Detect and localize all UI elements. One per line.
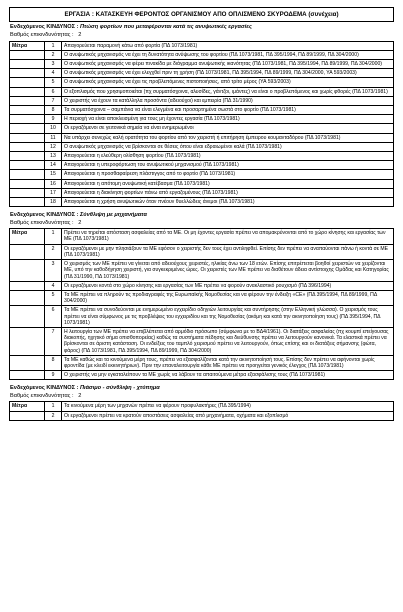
measure-number: 2 [45,50,62,59]
measure-number: 7 [45,327,62,355]
table-row [10,115,394,124]
hazard-name: Πτώση φορτίων που μεταφέρονται κατά τις ανυψωτικές εργασίες [80,24,252,31]
measure-number: 6 [45,87,62,96]
risk-level-line [10,220,393,228]
measure-text: Να υπάρχει συνεχώς καλή ορατότητα του φορτίου από τον χειριστή ή επιτήρηση έμπειρου κουμανταδόρου (ΠΔ 1073/1981) [62,133,394,142]
hazard-prefix: Ενδεχόμενος ΚΙΝΔΥΝΟΣ : [10,385,79,392]
measure-text: Απαγορεύεται η απότομη ανυψωτική κατέβασμα (ΠΔ 1073/1981) [62,179,394,188]
hazard-header [9,210,394,228]
measure-text: Ο ανυψωτικός μηχανισμός να έχει τις προβλεπόμενες πιστοποιήσεις, από τρίτο μέρος (ΥΑ 593/2003) [62,78,394,87]
hazard-prefix: Ενδεχόμενος ΚΙΝΔΥΝΟΣ : [10,24,79,31]
measure-number: 17 [45,188,62,197]
measure-number: 4 [45,69,62,78]
table-row [10,402,394,411]
measure-text: Απαγορεύεται η υπεροφόρτωση του ανυψωτικού μηχανισμού (ΠΔ 1073/1981) [62,161,394,170]
table-row [10,124,394,133]
table-row [10,179,394,188]
measures-label-cell [10,188,45,197]
measure-text: Ο ανυψωτικός μηχανισμός να φέρει πινακίδα με διάγραμμα ανυψωτικής ικανότητας (ΠΔ 1073/1981, ΠΔ 395/1994, ΠΔ 89/1999, ΠΔ 304/2000) [62,59,394,68]
risk-level-label: Βαθμός επικινδυνότητας : [10,392,74,399]
measures-table [9,41,394,208]
measure-text: Ο χειρισμός των ΜΕ πρέπει να γίνεται από αδειούχους χειριστές, ηλικίας άνω των 18 ετών. Επίσης επιτρέπεται βοηθοί χειριστών να χειρίζονται ΜΕ, υπό την καθοδήγηση χειριστή, για συγκεκριμένες ώρες. Οι χειριστές των ΜΕ πρέπει να διαθέτουν άδεια αντίστοιχης Ομάδας και Κατηγορίας (ΠΔ 31/1990, ΠΔ 1073/1981) [62,260,394,282]
risk-level-value: 2 [78,392,82,399]
hazard-section [9,383,394,421]
measures-label: Μέτρα [10,41,45,50]
risk-level-line [10,393,393,401]
document-page [9,7,394,421]
measure-number: 2 [45,411,62,420]
table-row [10,188,394,197]
measure-number: 1 [45,229,62,244]
risk-level-label: Βαθμός επικινδυνότητας : [10,31,74,38]
measure-text: Οι εργαζόμενοι πρέπει να κρατούν αποστάσεις ασφαλείας από μηχανήματα, οχήματα και εξοπλισμό [62,411,394,420]
table-row [10,229,394,244]
measures-label-cell [10,96,45,105]
hazard-prefix: Ενδεχόμενος ΚΙΝΔΥΝΟΣ : [10,212,79,219]
measure-number: 8 [45,105,62,114]
measures-label-cell [10,59,45,68]
measure-text: Ο ανυψωτικός μηχανισμός να έχει τη δυνατότητα ανύψωσης του φορτίου (ΠΔ 1073/1981, ΠΔ 395/1994, ΠΔ 89/1999, ΠΔ 304/2000) [62,50,394,59]
measure-number: 11 [45,133,62,142]
hazard-section [9,210,394,380]
table-row [10,133,394,142]
measure-number: 3 [45,59,62,68]
measure-text: Οι εργαζόμενοι σε γειτονικά σημεία να είναι ενημερωμένοι [62,124,394,133]
table-row [10,50,394,59]
hazard-name: Πιάσιμο - σύνθλιψη - χτύπημα [80,385,160,392]
table-row [10,197,394,206]
measure-number: 14 [45,161,62,170]
hazard-line [10,212,393,220]
measures-label-cell [10,50,45,59]
measures-label-cell [10,115,45,124]
measures-label-cell [10,170,45,179]
table-row [10,78,394,87]
measures-label-cell [10,371,45,380]
risk-level-line [10,32,393,40]
table-row [10,96,394,105]
hazard-line [10,385,393,393]
table-row [10,142,394,151]
measure-text: Ο ανυψωτικός μηχανισμός να βρίσκονται σε θέσεις όπου είναι εδραιωμένοι καλά (ΠΔ 1073/1981) [62,142,394,151]
hazard-sections [9,22,394,420]
measures-label-cell [10,197,45,206]
table-row [10,371,394,380]
measures-label-cell [10,124,45,133]
measure-text: Τα συρματόσχοινα – σαμπάνια να είναι ελεγμένα και προσαρτημένα σωστά στο φορτίο (ΠΔ 1073/1981) [62,105,394,114]
measure-text: Ο ανυψωτικός μηχανισμός να έχει ελεγχθεί πριν τη χρήση (ΠΔ 1073/1981, ΠΔ 395/1994, ΠΔ 89/1999, ΠΔ 304/2000, ΥΑ 593/2003) [62,69,394,78]
table-row [10,355,394,370]
measures-label-cell [10,290,45,305]
measure-number: 18 [45,197,62,206]
measures-label-cell [10,142,45,151]
measures-table [9,228,394,380]
table-row [10,411,394,420]
measures-label: Μέτρα [10,229,45,244]
table-row [10,260,394,282]
measures-label-cell [10,306,45,328]
table-row [10,306,394,328]
measure-text: Τα κινούμενα μέρη των μηχανών πρέπει να φέρουν προφυλακτήρες (ΠΔ 395/1994) [62,402,394,411]
measure-number: 3 [45,260,62,282]
measure-number: 1 [45,41,62,50]
measures-table [9,401,394,420]
table-row [10,151,394,160]
measure-text: Απαγορεύεται η χρήση ανυψωτικών όταν πνέουν θυελλώδεις άνεμοι (ΠΔ 1073/1981) [62,197,394,206]
measure-number: 5 [45,78,62,87]
risk-level-value: 2 [78,31,82,38]
measure-text: Απαγορεύεται η ελεύθερη ολίσθηση φορτίου (ΠΔ 1073/1981) [62,151,394,160]
measure-text: Ο εξοπλισμός που χρησιμοποιείται (πχ συρματόσχοινα, αλυσίδες, γάντζοι, ιμάντες) να είναι ο προβλεπόμενος και χωρίς φθορές (ΠΔ 1073/1981) [62,87,394,96]
measures-label-cell [10,281,45,290]
risk-level-label: Βαθμός επικινδυνότητας : [10,219,74,226]
table-row [10,69,394,78]
measure-number: 13 [45,151,62,160]
measure-number: 9 [45,371,62,380]
measures-label-cell [10,69,45,78]
measure-number: 15 [45,170,62,179]
measure-number: 8 [45,355,62,370]
measures-label-cell [10,87,45,96]
measure-text: Απαγορεύεται η διακίνηση φορτίων πάνω από εργαζομένους (ΠΔ 1073/1981) [62,188,394,197]
measure-number: 12 [45,142,62,151]
measures-label-cell [10,78,45,87]
measure-text: Πρέπει να τηρείται απόσταση ασφαλείας από τα ΜΕ. Οι μη έχοντες εργασία πρέπει να απομακρύνονται από το χώρο κίνησης και εργασίας των ΜΕ (ΠΔ 1073/1981) [62,229,394,244]
measure-text: Τα ΜΕ καθώς και τα κινούμενα μέρη τους, πρέπει να εξασφαλίζονται κατά την ακινητοποίησή τους. Επίσης δεν πρέπει να αφήνονται χωρίς φροντίδα (με κλειδί εκκινητήριων). Πριν την επαναλειτουργία κάθε ΜΕ πρέπει να προηγείται γενικός έλεγχος (ΠΔ 1073/1981) [62,355,394,370]
table-row [10,290,394,305]
hazard-line [10,24,393,32]
measure-text: Οι εργαζόμενοι με μην πλησιάζουν τα ΜΕ εφόσον ο χειριστής δεν τους έχει αντιληφθεί. Επίσης δεν πρέπει να αναπαύονται πάνω ή κοντά σε ΜΕ (ΠΔ 1073/1981) [62,244,394,259]
measure-text: Οι εργαζόμενοι κοντά στο χώρο κίνησης και εργασίας των ΜΕ πρέπει να φορούν ανακλαστικό ρουχισμό (ΠΔ 396/1994) [62,281,394,290]
hazard-header [9,383,394,401]
measure-text: Η λειτουργία των ΜΕ πρέπει να επιβλέπεται από αρμόδιο πρόσωπο (σύμφωνα με το ΒΔ4/1961). Οι διατάξεις ασφαλείας (πχ κουμπί επείγουσας διακοπής, ηχητικό σήμα οπισθοπορείας) καθώς τα συστήματα πέδησης και διεύθυνσης πρέπει να λειτουργούν κανονικά. Τα ελαστικά πρέπει να βρίσκονται σε άριστη κατάσταση. Οι ενδείξεις του ταμπλό χειρισμού πρέπει να λειτουργούν, όπως επίσης και οι διατάξεις σήμανσης (φώτα, φάρος) (ΠΔ 1073/1981, ΠΔ 395/1994, ΠΔ 89/1999, ΠΔ 304/2000) [62,327,394,355]
measure-text: Η περιοχή να είναι αποκλεισμένη για τους μη έχοντες εργασία (ΠΔ 1073/1981) [62,115,394,124]
measure-number: 10 [45,124,62,133]
table-row [10,170,394,179]
measure-number: 16 [45,179,62,188]
measure-number: 9 [45,115,62,124]
table-row [10,87,394,96]
measure-text: Απαγορεύεται η προσθαφαίρεση πλάστιγγος από το φορτίο (ΠΔ 1073/1981) [62,170,394,179]
table-row [10,161,394,170]
measure-number: 6 [45,306,62,328]
table-row [10,327,394,355]
risk-level-value: 2 [78,219,82,226]
measures-label-cell [10,105,45,114]
table-row [10,281,394,290]
hazard-header [9,22,394,40]
table-row [10,105,394,114]
measures-label-cell [10,179,45,188]
measure-number: 7 [45,96,62,105]
hazard-section [9,22,394,207]
measures-label-cell [10,355,45,370]
table-row [10,41,394,50]
measures-label-cell [10,133,45,142]
table-row [10,59,394,68]
measures-label-cell [10,260,45,282]
measure-text: Τα ΜΕ πρέπει να πληρούν τις προδιαγραφές της Ευρωπαϊκής Νομοθεσίας και να φέρουν την ένδειξη «CE» (ΠΔ 395/1994, ΠΔ 89/1999, ΠΔ 304/2000) [62,290,394,305]
document-title: ΕΡΓΑΣΙΑ : ΚΑΤΑΣΚΕΥΗ ΦΕΡΟΝΤΟΣ ΟΡΓΑΝΙΣΜΟΥ ΑΠΟ ΟΠΛΙΣΜΕΝΟ ΣΚΥΡΟΔΕΜΑ (συνέχεια) [9,7,394,22]
measure-text: Ο χειριστής να μην εγκαταλείπουν τα ΜΕ χωρίς να λάβουν τα απαιτούμενα μέτρα εξασφάλισης τους (ΠΔ 1073/1981) [62,371,394,380]
measures-label: Μέτρα [10,402,45,411]
measure-text: Τα ΜΕ πρέπει να συνοδεύονται με ενημερωμένο εγχειρίδιο οδηγιών λειτουργίας και συντήρησης (στην Ελληνική γλώσσα). Ο χειρισμός τους πρέπει να είναι σύμφωνος με τις προβλέψεις του εγχειριδίου και της Νομοθεσίας (ακόμη και κατά την ακινητοποίηση τους) (ΠΔ 395/1994, ΠΔ 1073/1981) [62,306,394,328]
measure-text: Απαγορεύεται παραμονή κάτω από φορτία (ΠΔ 1073/1981) [62,41,394,50]
measure-number: 4 [45,281,62,290]
measures-label-cell [10,244,45,259]
measures-label-cell [10,151,45,160]
measure-number: 2 [45,244,62,259]
measures-label-cell [10,411,45,420]
table-row [10,244,394,259]
measures-label-cell [10,327,45,355]
hazard-name: Σύνθλιψη με μηχανήματα [80,212,147,219]
measure-number: 5 [45,290,62,305]
measure-number: 1 [45,402,62,411]
measures-label-cell [10,161,45,170]
measure-text: Ο χειριστής να έχουν τα κατάλληλα προσόντα (αδειούχοι) και εμπειρία (ΠΔ 31/1990) [62,96,394,105]
